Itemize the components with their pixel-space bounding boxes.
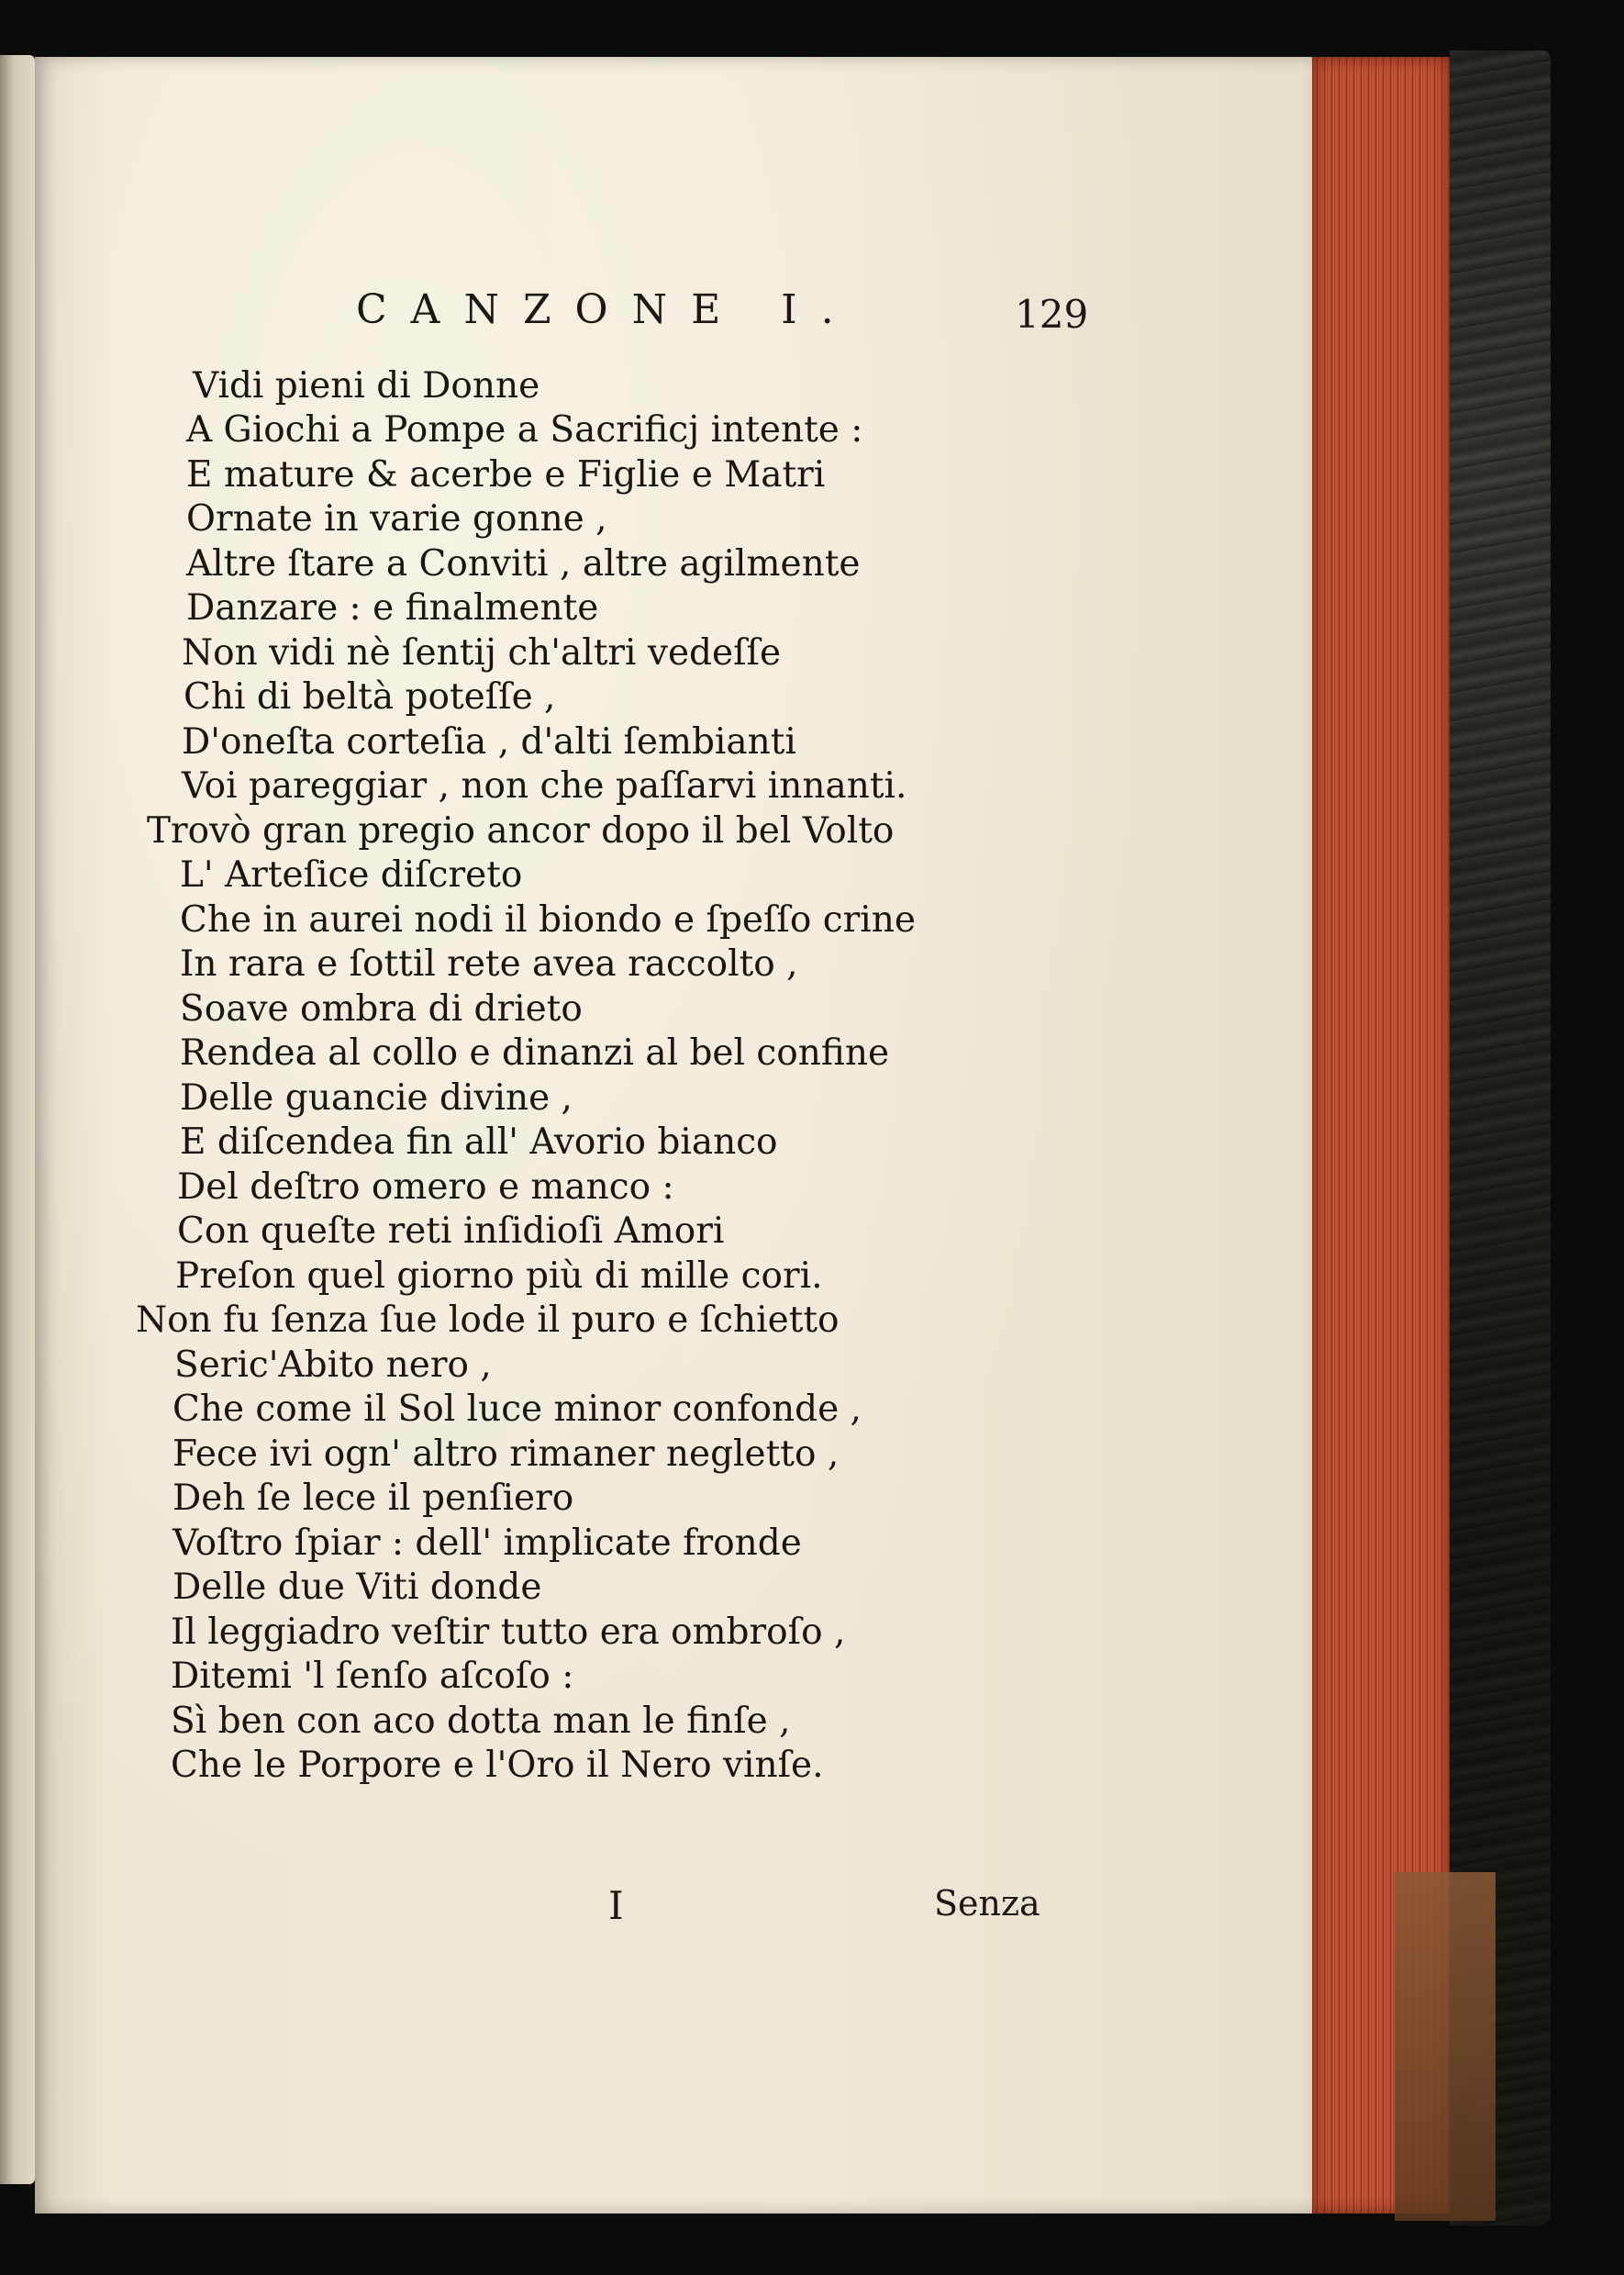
page-number: 129 [1015,292,1089,337]
poem-line: Trovò gran pregio ancor dopo il bel Volto [147,810,895,852]
poem-line: Ornate in varie gonne , [186,498,607,540]
poem-line: Del deſtro omero e manco : [177,1166,674,1208]
poem-line: In rara e ſottil rete avea raccolto , [180,943,798,985]
poem-line: Il leggiadro veſtir tutto era ombroſo , [171,1611,846,1653]
poem-line: Soave ombra di drieto [180,988,583,1030]
poem-line: Non fu ſenza ſue lode il puro e ſchietto [136,1299,840,1341]
poem-line: Chi di beltà poteſſe , [184,676,556,718]
poem-line: Fece ivi ogn' altro rimaner negletto , [172,1433,840,1475]
poem-line: L' Arteſice diſcreto [180,854,523,896]
facing-page-edge [0,55,35,2184]
poem-line: Voi pareggiar , non che paſſarvi innanti. [182,765,907,807]
poem-line: Deh ſe lece il penſiero [172,1478,574,1519]
poem-line: E mature & acerbe e Figlie e Matri [186,454,826,496]
book-page [35,57,1312,2214]
poem-line: Non vidi nè ſentij ch'altri vedeſſe [182,632,782,674]
poem-line: Delle due Viti donde [172,1567,542,1608]
poem-line: A Giochi a Pompe a Sacrificj intente : [186,409,863,451]
poem-line: E diſcendea fin all' Avorio bianco [180,1121,778,1163]
poem-line: Rendea al collo e dinanzi al bel confine [180,1032,890,1074]
poem-line: Voſtro ſpiar : dell' implicate fronde [172,1522,802,1564]
signature-mark: I [608,1883,624,1928]
poem-line: Delle guancie divine , [180,1077,573,1119]
cover-leather-corner [1395,1872,1496,2221]
poem-line: Preſon quel giorno più di mille cori. [175,1255,823,1297]
poem-line: Altre ſtare a Conviti , altre agilmente [186,543,861,585]
poem-line: Seric'Abito nero , [174,1344,492,1386]
running-title: CANZONE I. [356,286,858,333]
poem-line: Con queſte reti inſidioſi Amori [177,1210,725,1252]
poem-line: Ditemi 'l ſenſo aſcoſo : [171,1656,574,1697]
catchword: Senza [934,1883,1040,1924]
poem-line: Vidi pieni di Donne [193,365,540,407]
poem-line: Che in aurei nodi il biondo e ſpeſſo crine [180,899,916,941]
poem-line: D'oneſta corteſia , d'alti ſembianti [182,721,796,763]
page-header [35,286,1312,341]
poem-line: Che come il Sol luce minor confonde , [172,1388,862,1430]
poem-line: Che le Porpore e l'Oro il Nero vinſe. [171,1745,824,1786]
poem-line: Sì ben con aco dotta man le finſe , [171,1701,791,1742]
poem-line: Danzare : e finalmente [186,587,599,629]
